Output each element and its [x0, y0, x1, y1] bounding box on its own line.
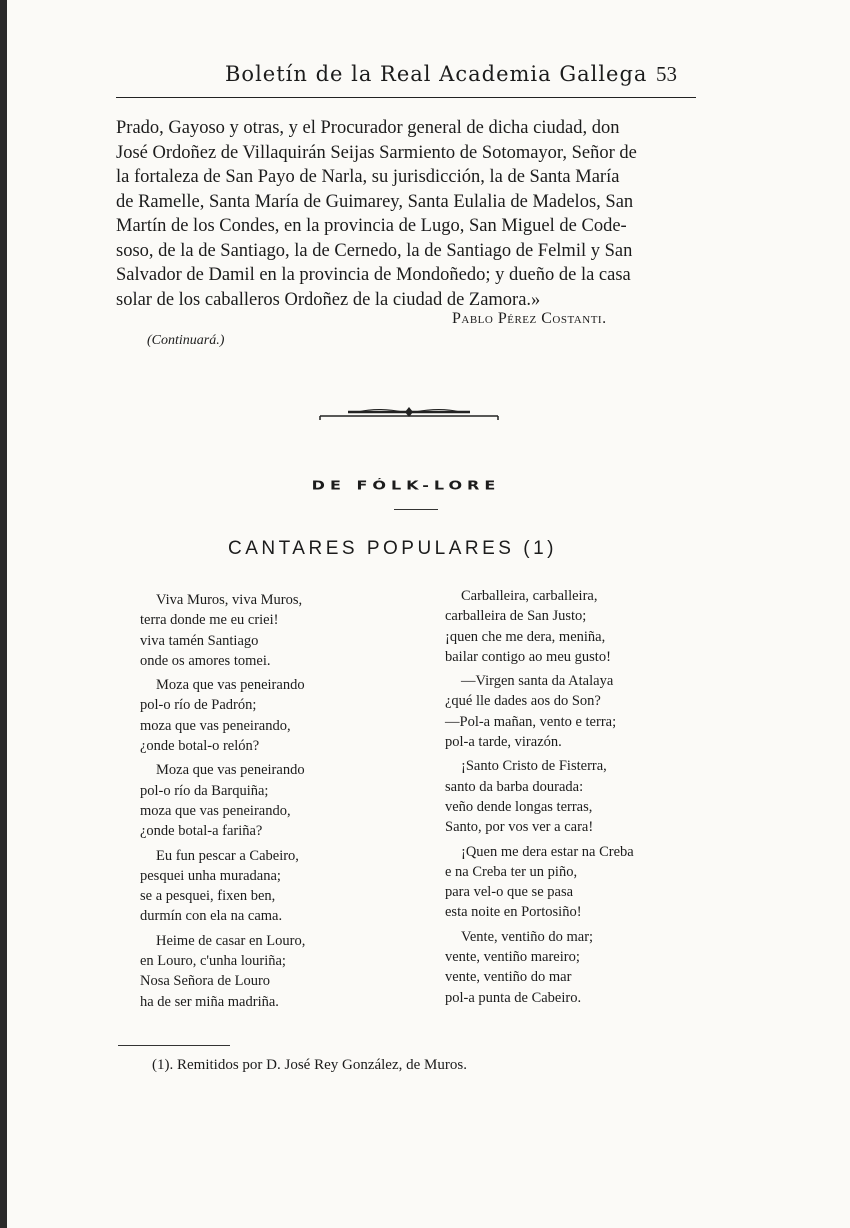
verse-line: ¿qué lle dades aos do Son? [445, 693, 601, 710]
stanza [140, 590, 400, 671]
continued-note: (Continuará.) [147, 333, 225, 348]
stanza [445, 756, 705, 837]
verse-line: Moza que vas peneirando [156, 762, 305, 779]
prose-line: José Ordoñez de Villaquirán Seijas Sarmiento de Sotomayor, Señor de [116, 142, 637, 163]
verse-line: Carballeira, carballeira, [461, 588, 598, 604]
verse-line: en Louro, c'unha louriña; [140, 953, 286, 970]
verse-line: esta noite en Portosiño! [445, 904, 582, 921]
verse-line: vente, ventiño do mar [445, 969, 572, 986]
verse-line: bailar contigo ao meu gusto! [445, 648, 611, 665]
verse-line: Moza que vas peneirando [156, 677, 305, 694]
prose-line: solar de los caballeros Ordoñez de la ciudad de Zamora.» [116, 289, 541, 310]
footnote-rule [118, 1045, 230, 1046]
page-edge [0, 0, 7, 1228]
journal-title: Boletín de la Real Academia Gallega [225, 62, 648, 86]
author-signature: Pablo Pérez Costanti. [452, 310, 607, 327]
verse-line: Vente, ventiño do mar; [461, 928, 594, 945]
stanza [445, 842, 705, 923]
verse-line: para vel-o que se pasa [445, 884, 574, 901]
prose-line: Prado, Gayoso y otras, y el Procurador general de dicha ciudad, don [116, 118, 620, 138]
verse-line: —Virgen santa da Atalaya [461, 673, 614, 690]
verse-line: se a pesquei, fixen ben, [140, 888, 276, 905]
page-number: 53 [656, 62, 677, 86]
section-rule [394, 509, 438, 510]
verse-line: santo da barba dourada: [445, 778, 584, 795]
stanza [445, 927, 705, 1008]
prose-line: la fortaleza de San Payo de Narla, su jurisdicción, la de Santa María [116, 167, 620, 187]
stanza [140, 760, 400, 841]
prose-line: de Ramelle, Santa María de Guimarey, Santa Eulalia de Madelos, San [116, 191, 634, 212]
verse-line: e na Creba ter un piño, [445, 863, 578, 880]
section-subtitle: CANTARES POPULARES (1) [228, 538, 557, 559]
header-rule [116, 97, 696, 98]
verse-line: viva tamén Santiago [140, 632, 259, 649]
verse-line: pol-a punta de Cabeiro. [445, 989, 582, 1006]
verse-line: ha de ser miña madriña. [140, 993, 279, 1010]
verse-line: ¡quen che me dera, meniña, [445, 628, 606, 645]
verse-line: vente, ventiño mareiro; [445, 949, 580, 966]
verse-line: durmín con ela na cama. [140, 908, 283, 925]
prose-paragraph [116, 116, 698, 312]
prose-line: Salvador de Damil en la provincia de Mondoñedo; y dueño de la casa [116, 265, 631, 285]
stanza [445, 586, 705, 667]
verse-line: ¡Quen me dera estar na Creba [461, 843, 634, 860]
prose-line: soso, de la de Santiago, la de Cernedo, la de Santiago de Felmil y San [116, 240, 633, 261]
verse-line: —Pol-a mañan, vento e terra; [445, 713, 617, 730]
footnote: (1). Remitidos por D. José Rey González, de Muros. [152, 1057, 467, 1073]
stanza [140, 931, 400, 1012]
ornament-divider-icon [318, 404, 500, 424]
stanza [140, 675, 400, 756]
verse-line: Viva Muros, viva Muros, [156, 592, 303, 608]
prose-line: Martín de los Condes, en la provincia de Lugo, San Miguel de Code- [116, 216, 627, 236]
stanza [140, 846, 400, 927]
verse-line: Eu fun pescar a Cabeiro, [156, 847, 299, 864]
verse-line: ¡Santo Cristo de Fisterra, [461, 758, 607, 775]
verse-line: moza que vas peneirando, [140, 717, 291, 734]
verse-line: Heime de casar en Louro, [156, 932, 306, 949]
poems-left-column [140, 590, 400, 1016]
verse-line: Santo, por vos ver a cara! [445, 819, 594, 836]
verse-line: pesquei unha muradana; [140, 867, 281, 884]
verse-line: pol-o río da Barquiña; [140, 782, 269, 799]
verse-line: pol-o río de Padrón; [140, 697, 257, 714]
poems-right-column [445, 586, 705, 1012]
stanza [445, 671, 705, 752]
verse-line: onde os amores tomei. [140, 652, 271, 669]
verse-line: ¿onde botal-o relón? [140, 738, 260, 755]
verse-line: ¿onde botal-a fariña? [140, 823, 263, 840]
verse-line: Nosa Señora de Louro [140, 973, 271, 990]
verse-line: moza que vas peneirando, [140, 802, 291, 819]
verse-line: terra donde me eu criei! [140, 612, 279, 629]
verse-line: veño dende longas terras, [445, 798, 593, 815]
verse-line: carballeira de San Justo; [445, 608, 587, 625]
verse-line: pol-a tarde, virazón. [445, 734, 562, 751]
section-title: DE FÓLK-LORE [311, 478, 501, 493]
